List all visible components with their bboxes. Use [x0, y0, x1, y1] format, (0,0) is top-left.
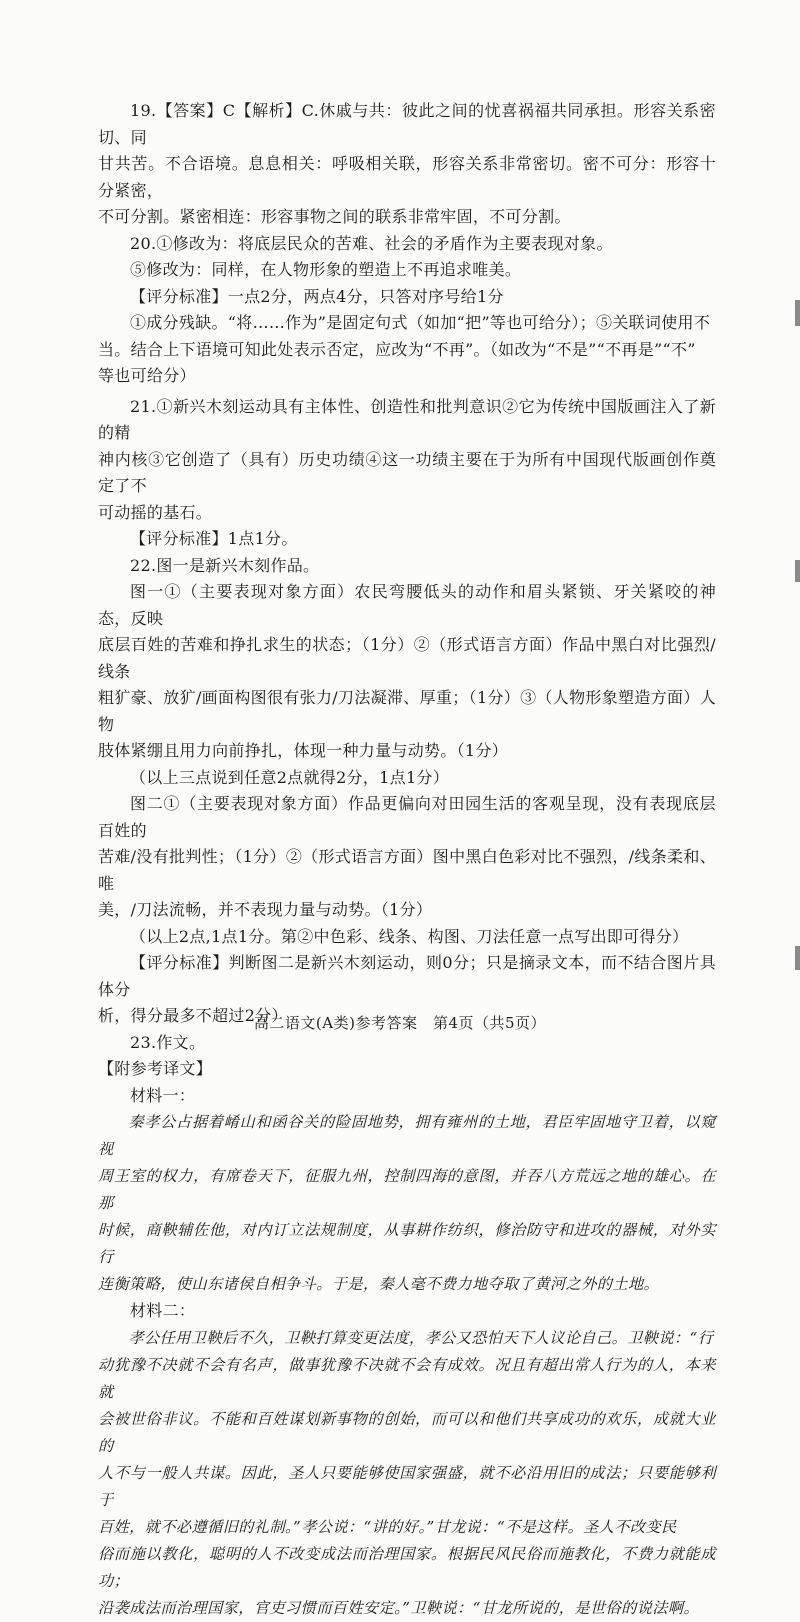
text-line-mat1-p2: 周王室的权力，有席卷天下，征服九州，控制四海的意图，并吞八方荒远之地的雄心。在那	[98, 1167, 716, 1212]
text-line-q19-line2: 甘共苦。不合语境。息息相关：呼吸相关联，形容关系非常密切。密不可分：形容十分紧密，	[98, 154, 716, 200]
text-line-q22-fig1-c: 粗犷豪、放犷/画面构图很有张力/刀法凝滞、厚重；（1分）③（人物形象塑造方面）人物	[98, 688, 716, 734]
text-line-q20-criteria: 【评分标准】一点2分，两点4分，只答对序号给1分	[130, 286, 504, 306]
text-line-q22-criteria1: 【评分标准】判断图二是新兴木刻运动，则0分；只是摘录文本，而不结合图片具体分	[98, 953, 716, 999]
text-line-q20-note2: 当。结合上下语境可知此处表示否定，应改为“不再”。（如改为“不是”“不再是”“不”	[98, 339, 696, 359]
text-line-q22-fig2-a: 图二①（主要表现对象方面）作品更偏向对田园生活的客观呈现，没有表现底层百姓的	[98, 794, 716, 840]
text-line-mat2-p6: 俗而施以教化，聪明的人不改变成法而治理国家。根据民风民俗而施教化，不费力就能成功；	[98, 1544, 716, 1590]
text-line-ref-title: 【附参考译文】	[98, 1059, 213, 1078]
text-line-q22-fig1-d: 肢体紧绷且用力向前挣扎，体现一种力量与动势。（1分）	[98, 741, 508, 760]
text-line-q20-line1: 20.①修改为：将底层民众的苦难、社会的矛盾作为主要表现对象。	[130, 233, 613, 253]
text-line-q22-fig1-b: 底层百姓的苦难和挣扎求生的状态；（1分）②（形式语言方面）作品中黑白对比强烈/线条	[98, 635, 716, 681]
scan-edge-mark	[795, 300, 800, 326]
text-line-mat2-p1: 孝公任用卫鞅后不久，卫鞅打算变更法度，孝公又恐怕天下人议论自己。卫鞅说：“行	[128, 1328, 714, 1347]
text-line-q21-line3: 可动摇的基石。	[98, 502, 213, 522]
page-footer: 高二语文(A类)参考答案 第4页（共5页）	[253, 1014, 547, 1032]
text-line-q20-note3: 等也可给分）	[98, 366, 196, 385]
text-line-mat2-title: 材料二：	[130, 1301, 196, 1320]
text-line-mat2-p3: 会被世俗非议。不能和百姓谋划新事物的创始，而可以和他们共享成功的欢乐，成就大业的	[98, 1409, 716, 1455]
text-line-q22-criteria2: 析，得分最多不超过2分）	[98, 1006, 288, 1025]
text-line-q21-line1: 21.①新兴木刻运动具有主体性、创造性和批判意识②它为传统中国版画注入了新的精	[98, 396, 716, 442]
text-line-q20-line2: ⑤修改为：同样，在人物形象的塑造上不再追求唯美。	[130, 260, 522, 279]
text-line-q20-note1: ①成分残缺。“将……作为”是固定句式（如加“把”等也可给分）；⑤关联词使用不	[130, 313, 711, 332]
scan-edge-mark	[795, 946, 800, 970]
text-line-q22-fig2-b: 苦难/没有批判性；（1分）②（形式语言方面）图中黑白色彩对比不强烈，/线条柔和、唯	[98, 847, 716, 893]
text-line-q21-line2: 神内核③它创造了（具有）历史功绩④这一功绩主要在于为所有中国现代版画创作奠定了不	[98, 449, 716, 495]
text-line-q22-line1: 22.图一是新兴木刻作品。	[130, 555, 320, 575]
text-line-mat2-p7: 沿袭成法而治理国家，官吏习惯而百姓安定。”卫鞅说：“甘龙所说的，是世俗的说法啊。	[98, 1598, 700, 1617]
text-line-mat2-p2: 动犹豫不决就不会有名声，做事犹豫不决就不会有成效。况且有超出常人行为的人，本来就	[98, 1355, 716, 1401]
text-line-q23: 23.作文。	[130, 1032, 206, 1052]
text-line-q22-fig1-e: （以上三点说到任意2点就得2分，1点1分）	[130, 767, 450, 787]
text-line-q22-fig2-c: 美，/刀法流畅，并不表现力量与动势。（1分）	[98, 900, 433, 919]
text-line-mat1-p3: 时候，商鞅辅佐他，对内订立法规制度，从事耕作纺织，修治防守和进攻的器械，对外实行	[98, 1221, 716, 1266]
text-line-mat1-title: 材料一：	[130, 1085, 196, 1105]
text-line-mat2-p4: 人不与一般人共谋。因此，圣人只要能够使国家强盛，就不必沿用旧的成法；只要能够利于	[98, 1463, 716, 1509]
text-line-mat1-p4: 连衡策略，使山东诸侯自相争斗。于是，秦人毫不费力地夺取了黄河之外的土地。	[98, 1275, 660, 1293]
text-line-mat1-p1: 秦孝公占据着崤山和函谷关的险固地势，拥有雍州的土地，君臣牢固地守卫着，以窥视	[98, 1113, 716, 1158]
scan-edge-mark	[795, 560, 800, 582]
answer-key-content	[98, 98, 716, 1622]
text-line-mat2-p5: 百姓，就不必遵循旧的礼制。”孝公说：“讲的好。”甘龙说：“不是这样。圣人不改变民	[98, 1517, 677, 1536]
text-line-q21-criteria: 【评分标准】1点1分。	[130, 529, 298, 548]
text-line-q22-fig2-d: （以上2点,1点1分。第②中色彩、线条、构图、刀法任意一点写出即可得分）	[130, 926, 689, 946]
text-line-q19-line1: 19.【答案】C【解析】C.休戚与共：彼此之间的忧喜祸福共同承担。形容关系密切、同	[98, 101, 716, 147]
text-line-q19-line3: 不可分割。紧密相连：形容事物之间的联系非常牢固，不可分割。	[98, 207, 571, 226]
text-line-q22-fig1-a: 图一①（主要表现对象方面）农民弯腰低头的动作和眉头紧锁、牙关紧咬的神态，反映	[98, 582, 716, 628]
